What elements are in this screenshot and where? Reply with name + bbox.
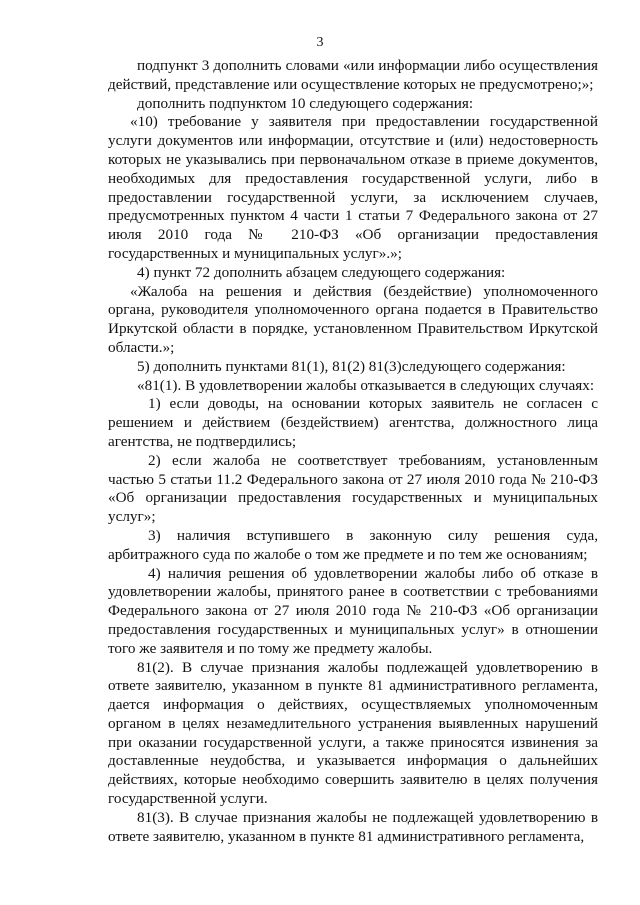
- list-item-4: 4) наличия решения об удовлетворении жалобы либо об отказе в удовлетворении жалобы, принятого ранее в соответствии с требованиями Федерального закона от 27 июля 2010 года № 210-ФЗ «Об организации предоставления государственных и муниципальных услуг» в отношении того же заявителя и по тому же предмету жалобы.: [108, 564, 598, 657]
- paragraph-81-2: 81(2). В случае признания жалобы подлежащей удовлетворению в ответе заявителю, указанном в пункте 81 административного регламента, дается информация о действиях, осуществляемых уполномоченным органом в целях незамедлительного устранения выявленных нарушений при оказании государственной услуги, а также приносятся извинения за доставленные неудобства, и указывается информация о дальнейших действиях, которые необходимо совершить заявителю в целях получения государственной услуги.: [108, 658, 598, 808]
- paragraph-complaint-text: «Жалоба на решения и действия (бездействие) уполномоченного органа, руководителя уполномоченного органа подается в Правительство Иркутской области в порядке, установленном Правительством Иркутской области.»;: [108, 282, 598, 356]
- paragraph-81-3: 81(3). В случае признания жалобы не подлежащей удовлетворению в ответе заявителю, указанном в пункте 81 административного регламента,: [108, 808, 598, 845]
- paragraph-item-5: 5) дополнить пунктами 81(1), 81(2) 81(3)следующего содержания:: [137, 357, 566, 375]
- paragraph-subitem-10-text: «10) требование у заявителя при предоставлении государственной услуги документов или информации, отсутствие и (или) недостоверность которых не указывались при первоначальном отказе в приеме документов, необходимых для предоставления государственной услуги, либо в предоставлении государственной услуги, за исключением случаев, предусмотренных пунктом 4 части 1 статьи 7 Федерального закона от 27 июля 2010 года № 210-ФЗ «Об организации предоставления государственных и муниципальных услуг».»;: [108, 113, 598, 262]
- document-body: [108, 57, 598, 846]
- list-item-2: 2) если жалоба не соответствует требованиям, установленным частью 5 статьи 11.2 Федерального закона от 27 июля 2010 года № 210-ФЗ «Об организации предоставления государственных и муниципальных услуг»;: [108, 451, 598, 526]
- list-item-1: 1) если доводы, на основании которых заявитель не согласен с решением и действием (бездействием) агентства, должностного лица агентства, не подтвердились;: [108, 395, 598, 450]
- paragraph-add-subitem-10: дополнить подпунктом 10 следующего содержания:: [137, 94, 474, 112]
- paragraph-subitem-3-amendment: подпункт 3 дополнить словами «или информации либо осуществления действий, представление или осуществление которых не предусмотрено;»;: [108, 57, 598, 93]
- paragraph-81-1: «81(1). В удовлетворении жалобы отказывается в следующих случаях:: [137, 376, 595, 394]
- page-number: 3: [316, 35, 324, 50]
- list-item-3: 3) наличия вступившего в законную силу решения суда, арбитражного суда по жалобе о том же предмете и по тем же основаниям;: [108, 526, 598, 563]
- paragraph-item-4: 4) пункт 72 дополнить абзацем следующего содержания:: [137, 263, 506, 281]
